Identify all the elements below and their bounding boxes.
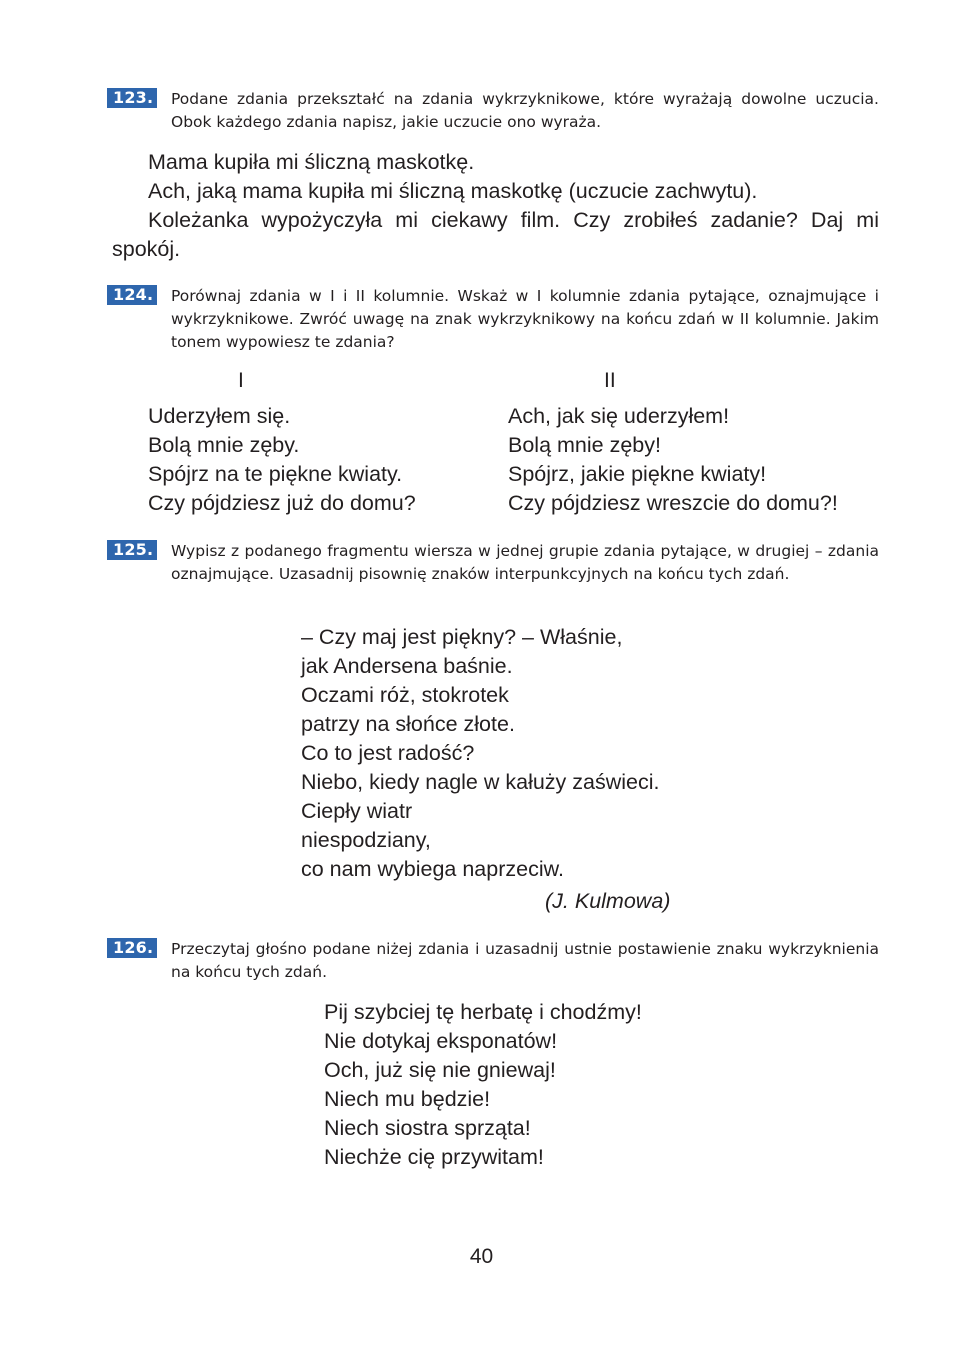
column-ii-sentence: Czy pójdziesz wreszcie do domu?! <box>508 491 838 515</box>
exclamation-sentence: Niech siostra sprząta! <box>324 1116 531 1140</box>
column-header-i: I <box>238 369 244 392</box>
exclamation-sentence: Niech mu będzie! <box>324 1087 491 1111</box>
example-sentence: Ach, jaką mama kupiła mi śliczną maskotkę (uczucie zachwytu). <box>148 179 758 203</box>
column-ii-sentence: Spójrz, jakie piękne kwiaty! <box>508 462 767 486</box>
exercise-126 <box>107 938 879 984</box>
poem-line: Co to jest radość? <box>301 741 475 765</box>
column-i-sentence: Bolą mnie zęby. <box>148 433 300 457</box>
exercise-number-badge: 124. <box>107 285 157 305</box>
exercise-instruction: Podane zdania przekształć na zdania wykrzyknikowe, które wyrażają dowolne uczucia. Obok każdego zdania napisz, jakie uczucie ono wyraża. <box>171 90 879 131</box>
exercise-number-badge: 126. <box>107 938 157 958</box>
exercise-number-badge: 123. <box>107 88 157 108</box>
poem-line: niespodziany, <box>301 828 431 852</box>
column-i-sentence: Uderzyłem się. <box>148 404 291 428</box>
exercise-124 <box>107 285 879 354</box>
poem-line: Oczami róż, stokrotek <box>301 683 509 707</box>
sentences-paragraph: Koleżanka wypożyczyła mi ciekawy film. Czy zrobiłeś zadanie? Daj mi spokój. <box>112 208 879 261</box>
poem-author: (J. Kulmowa) <box>545 889 671 913</box>
exclamation-sentence: Pij szybciej tę herbatę i chodźmy! <box>324 1000 642 1024</box>
column-ii-sentence: Ach, jak się uderzyłem! <box>508 404 730 428</box>
page-number: 40 <box>469 1245 494 1268</box>
exercise-123 <box>107 88 879 134</box>
exercise-125 <box>107 540 879 586</box>
poem-line: patrzy na słońce złote. <box>301 712 515 736</box>
column-header-ii: II <box>604 369 616 392</box>
exercise-instruction: Wypisz z podanego fragmentu wiersza w jednej grupie zdania pytające, w drugiej – zdania oznajmujące. Uzasadnij pisownię znaków interpunkcyjnych na końcu tych zdań. <box>171 542 879 583</box>
exercise-instruction: Przeczytaj głośno podane niżej zdania i uzasadnij ustnie postawienie znaku wykrzyknienia na końcu tych zdań. <box>171 940 879 981</box>
poem-line: Niebo, kiedy nagle w kałuży zaświeci. <box>301 770 660 794</box>
column-i-sentence: Spójrz na te piękne kwiaty. <box>148 462 403 486</box>
exclamation-sentence: Nie dotykaj eksponatów! <box>324 1029 558 1053</box>
poem-line: jak Andersena baśnie. <box>301 654 513 678</box>
column-i-sentence: Czy pójdziesz już do domu? <box>148 491 416 515</box>
column-ii-sentence: Bolą mnie zęby! <box>508 433 661 457</box>
exercise-instruction: Porównaj zdania w I i II kolumnie. Wskaż w I kolumnie zdania pytające, oznajmujące i wykrzyknikowe. Zwróć uwagę na znak wykrzyknikowy na końcu zdań w II kolumnie. Jakim tonem wypowiesz te zdania? <box>171 287 879 351</box>
example-sentence: Mama kupiła mi śliczną maskotkę. <box>148 150 475 174</box>
poem-line: – Czy maj jest piękny? – Właśnie, <box>301 625 623 649</box>
exclamation-sentence: Niechże cię przywitam! <box>324 1145 544 1169</box>
exclamation-sentence: Och, już się nie gniewaj! <box>324 1058 556 1082</box>
poem-line: co nam wybiega naprzeciw. <box>301 857 564 881</box>
poem-line: Ciepły wiatr <box>301 799 413 823</box>
exercise-number-badge: 125. <box>107 540 157 560</box>
